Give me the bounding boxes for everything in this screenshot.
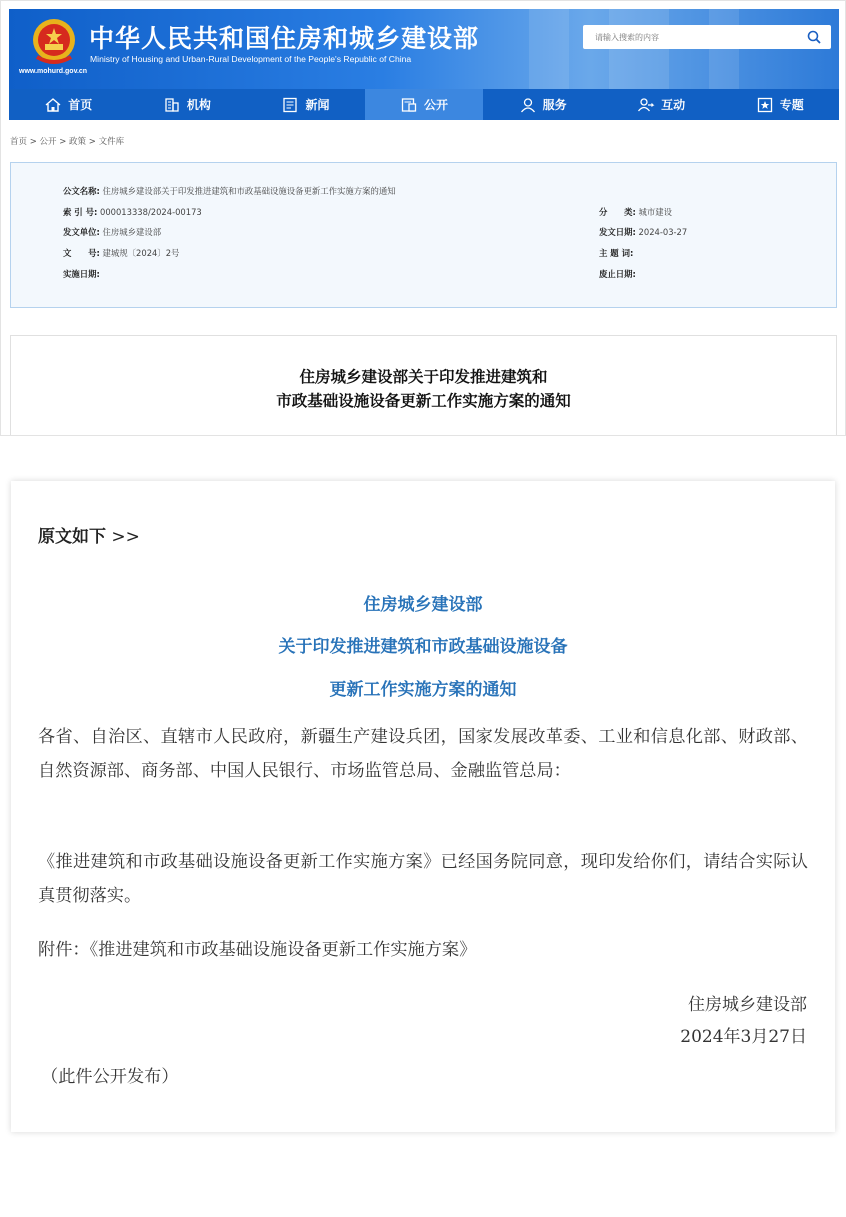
meta-index bbox=[63, 206, 202, 218]
home-icon bbox=[44, 96, 62, 114]
meta-value: 城市建设 bbox=[638, 207, 673, 217]
meta-label: 废止日期: bbox=[599, 269, 636, 279]
article-heading-line3: 更新工作实施方案的通知 bbox=[329, 680, 517, 700]
meta-label: 索 引 号: bbox=[63, 207, 98, 217]
lead-arrows: >> bbox=[106, 527, 140, 547]
meta-label: 实施日期: bbox=[63, 269, 100, 279]
meta-label: 分 类: bbox=[599, 207, 636, 217]
meta-label: 主 题 词: bbox=[599, 248, 634, 258]
nav-item-news[interactable] bbox=[246, 89, 365, 120]
site-banner bbox=[9, 9, 839, 89]
breadcrumb[interactable]: 首页 > 公开 > 政策 > 文件库 bbox=[10, 137, 125, 147]
meta-label: 文 号: bbox=[63, 248, 100, 258]
meta-label: 发文单位: bbox=[63, 227, 100, 237]
site-subtitle: Ministry of Housing and Urban-Rural Development of the People's Republic of China bbox=[90, 54, 412, 64]
article-card bbox=[11, 481, 835, 1132]
nav-item-organization[interactable] bbox=[128, 89, 247, 120]
search-icon[interactable] bbox=[807, 30, 821, 44]
national-emblem-icon bbox=[31, 17, 77, 67]
meta-category bbox=[599, 206, 672, 218]
meta-label: 公文名称: bbox=[63, 186, 100, 196]
topic-icon bbox=[756, 96, 774, 114]
article-heading-issuer: 住房城乡建设部 bbox=[363, 595, 483, 615]
meta-expire-date bbox=[599, 268, 636, 280]
publication-note: （此件公开发布） bbox=[41, 1067, 179, 1087]
nav-label: 首页 bbox=[68, 98, 93, 112]
building-icon bbox=[163, 96, 181, 114]
nav-label: 互动 bbox=[661, 98, 686, 112]
nav-item-interaction[interactable] bbox=[602, 89, 721, 120]
nav-label: 新闻 bbox=[305, 98, 330, 112]
meta-value: 2024-03-27 bbox=[638, 227, 688, 237]
site-title[interactable]: 中华人民共和国住房和城乡建设部 bbox=[89, 24, 480, 53]
attachment-line: 附件：《推进建筑和市政基础设施设备更新工作实施方案》 bbox=[38, 940, 477, 960]
meta-value: 建城规〔2024〕2号 bbox=[102, 248, 180, 258]
news-icon bbox=[281, 96, 299, 114]
meta-value: 000013338/2024-00173 bbox=[99, 207, 202, 217]
service-icon bbox=[519, 96, 537, 114]
nav-item-topic[interactable] bbox=[720, 89, 839, 120]
signer: 住房城乡建设部 bbox=[688, 995, 807, 1015]
meta-keywords bbox=[599, 247, 633, 259]
meta-doc-name bbox=[63, 185, 396, 197]
sign-date: 2024年3月27日 bbox=[680, 1027, 807, 1047]
document-title-box bbox=[10, 335, 837, 436]
nav-label: 公开 bbox=[424, 98, 449, 112]
article-heading-line2: 关于印发推进建筑和市政基础设施设备 bbox=[278, 637, 568, 657]
site-url[interactable]: www.mohurd.gov.cn bbox=[19, 68, 88, 75]
meta-doc-number bbox=[63, 247, 179, 259]
nav-label: 专题 bbox=[779, 98, 804, 112]
main-nav bbox=[9, 89, 839, 120]
meta-label: 发文日期: bbox=[599, 227, 636, 237]
interaction-icon bbox=[637, 96, 655, 114]
disclosure-icon bbox=[400, 96, 418, 114]
nav-item-home[interactable] bbox=[9, 89, 128, 120]
lead-bold: 原文如下 bbox=[38, 527, 106, 547]
document-title-line2: 市政基础设施设备更新工作实施方案的通知 bbox=[276, 392, 571, 410]
original-text-lead bbox=[38, 522, 140, 547]
meta-value: 住房城乡建设部关于印发推进建筑和市政基础设施设备更新工作实施方案的通知 bbox=[102, 186, 396, 196]
search-box bbox=[583, 25, 831, 49]
addressee-paragraph: 各省、自治区、直辖市人民政府，新疆生产建设兵团，国家发展改革委、工业和信息化部、财政部、自然资源部、商务部、中国人民银行、市场监管总局、金融监管总局： bbox=[38, 727, 808, 781]
website-screenshot bbox=[0, 0, 846, 436]
document-title-line1: 住房城乡建设部关于印发推进建筑和 bbox=[299, 368, 548, 386]
meta-issuer bbox=[63, 226, 161, 238]
nav-item-service[interactable] bbox=[483, 89, 602, 120]
search-input[interactable] bbox=[583, 25, 803, 49]
nav-label: 服务 bbox=[542, 98, 567, 112]
nav-label: 机构 bbox=[186, 98, 211, 112]
document-metadata-panel bbox=[10, 162, 837, 308]
meta-value: 住房城乡建设部 bbox=[102, 227, 162, 237]
meta-date bbox=[599, 226, 687, 238]
body-paragraph: 《推进建筑和市政基础设施设备更新工作实施方案》已经国务院同意，现印发给你们，请结合实际认真贯彻落实。 bbox=[38, 852, 808, 906]
meta-effective-date bbox=[63, 268, 100, 280]
nav-item-disclosure[interactable] bbox=[365, 89, 484, 120]
